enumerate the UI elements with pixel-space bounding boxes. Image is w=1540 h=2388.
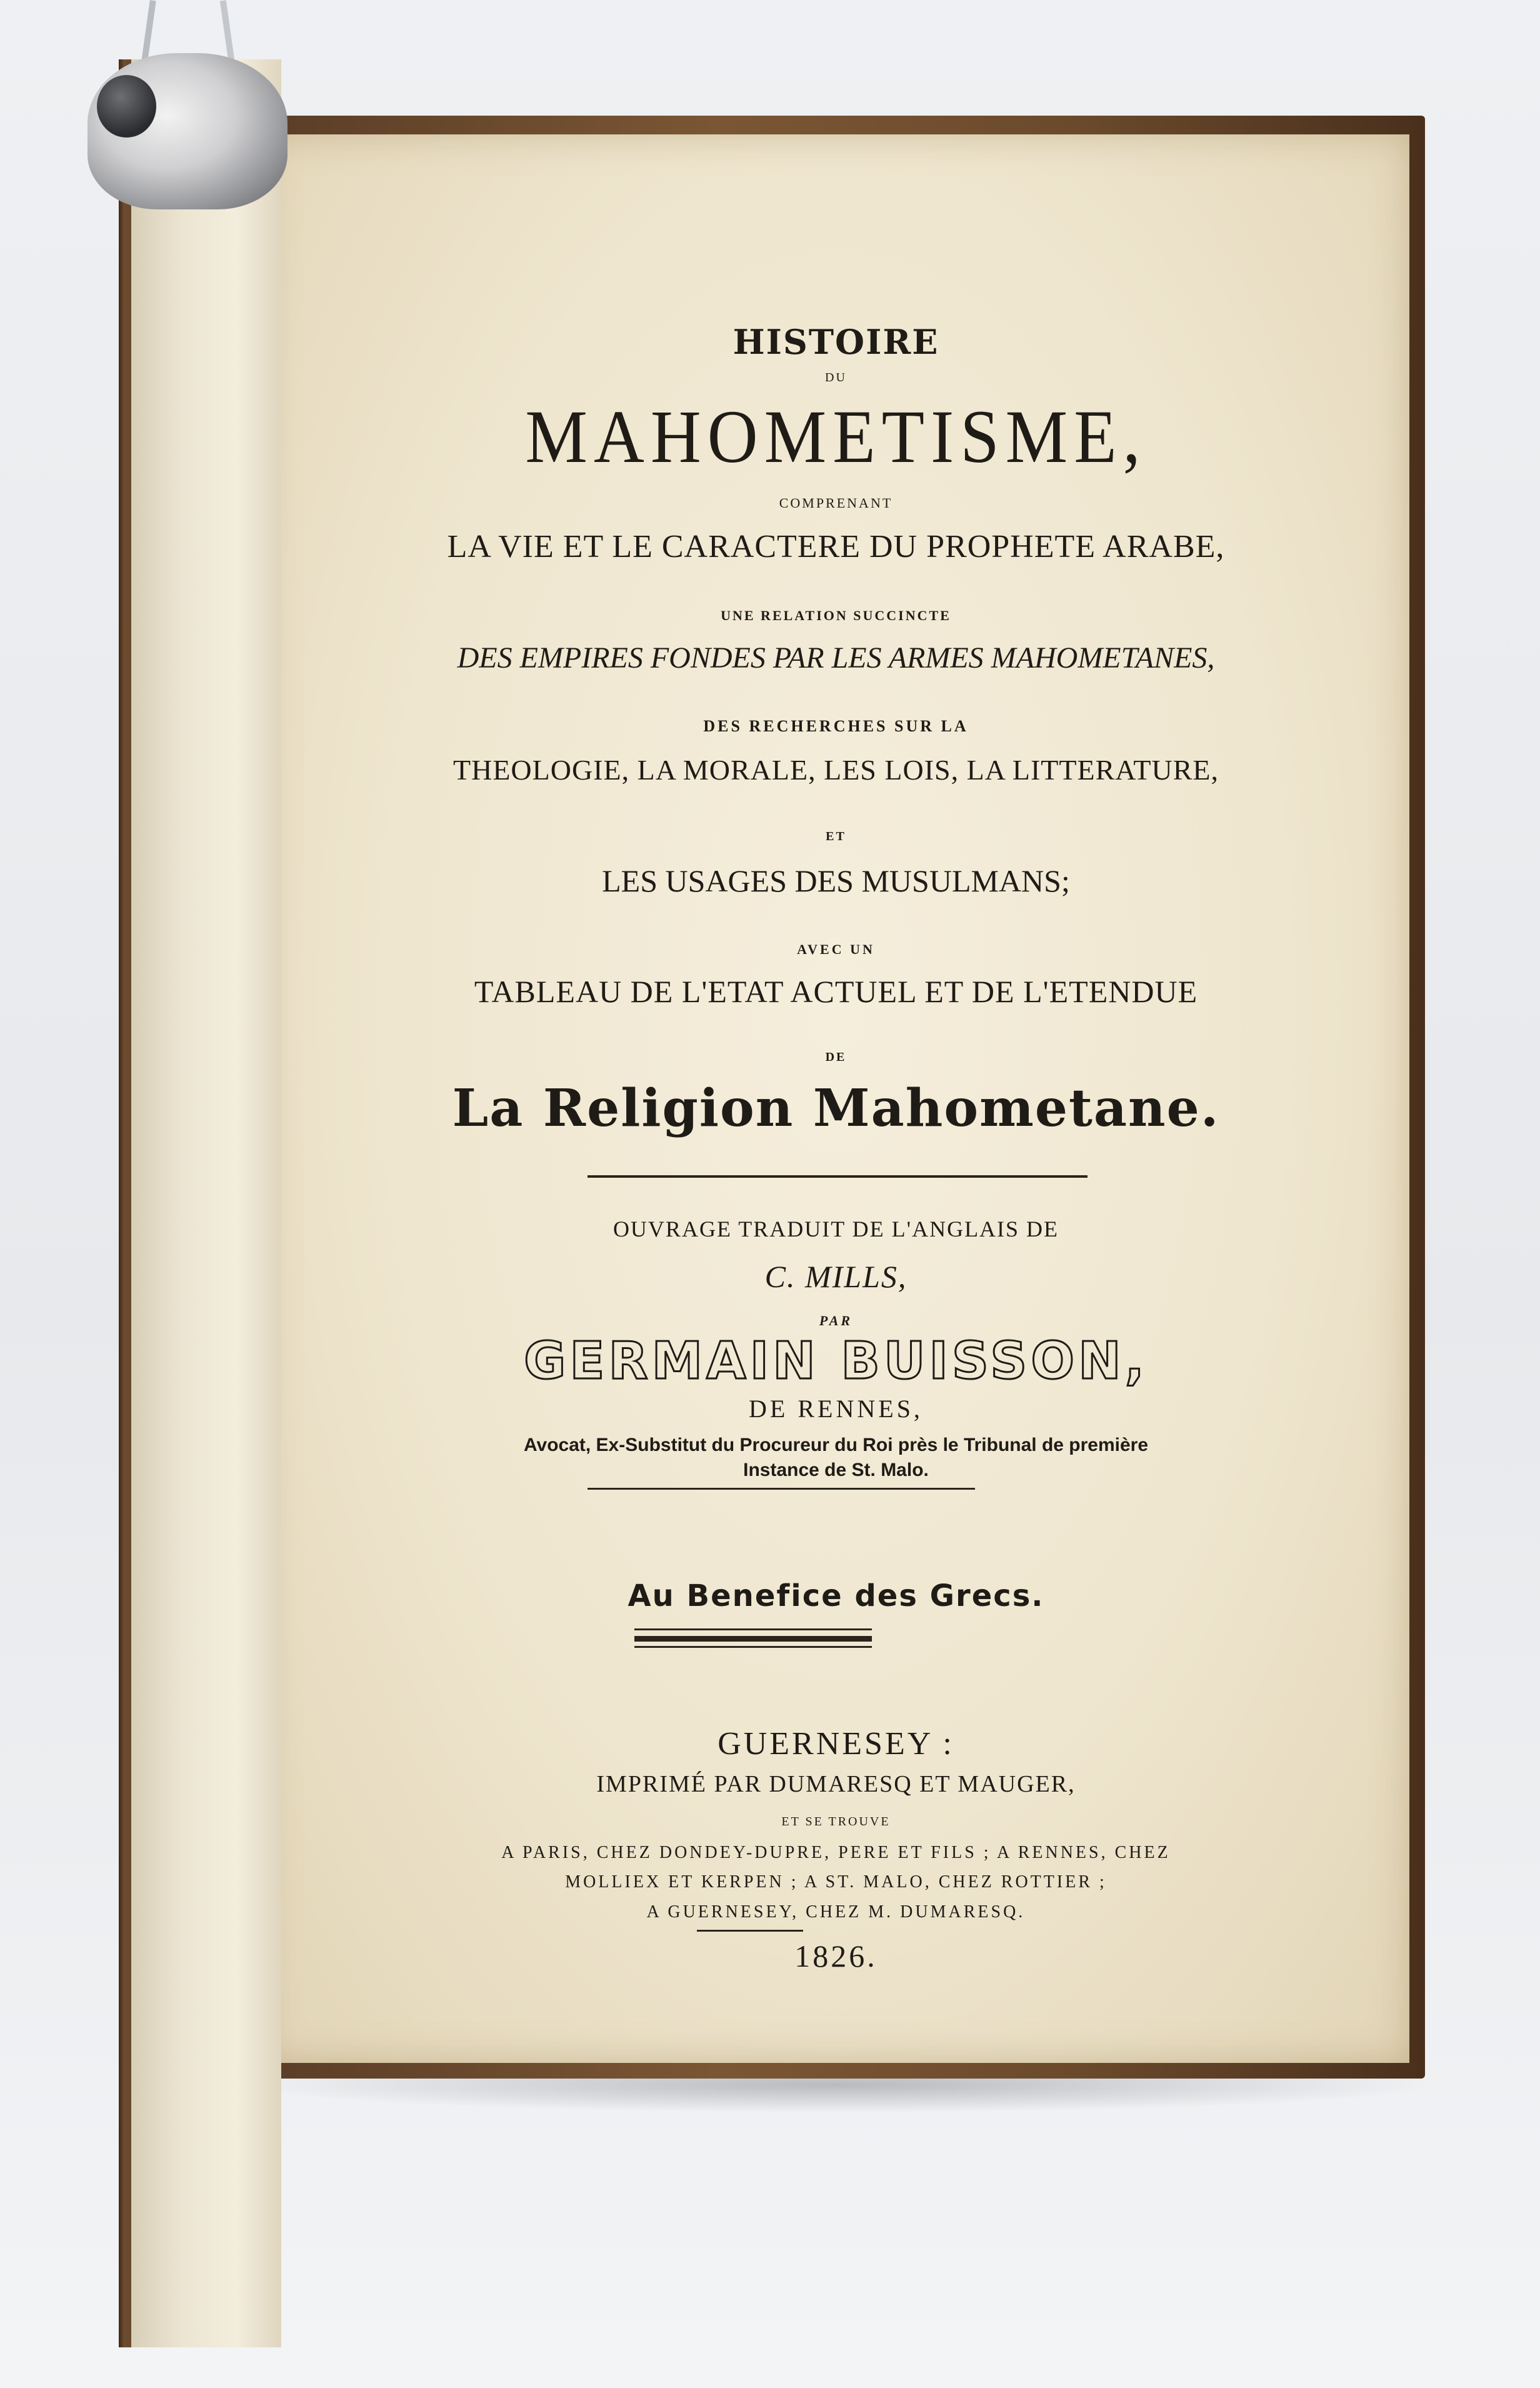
- year-rule: [697, 1930, 803, 1932]
- subtitle-tableau: TABLEAU DE L'ETAT ACTUEL ET DE L'ETENDUE: [474, 974, 1198, 1009]
- de-label: DE: [825, 1050, 847, 1064]
- author-name: C. MILLS,: [764, 1259, 908, 1294]
- histoire-heading: HISTOIRE: [732, 322, 939, 362]
- subtitle-theologie: THEOLOGIE, LA MORALE, LES LOIS, LA LITTERATURE,: [453, 754, 1219, 786]
- credentials-line-2: Instance de St. Malo.: [743, 1460, 929, 1480]
- publication-year: 1826.: [794, 1939, 878, 1974]
- ornamental-rule: [634, 1646, 872, 1648]
- credentials-line-1: Avocat, Ex-Substitut du Procureur du Roi près le Tribunal de première: [523, 1435, 1149, 1455]
- par-label: PAR: [819, 1313, 853, 1328]
- subtitle-usages: LES USAGES DES MUSULMANS;: [602, 863, 1070, 898]
- comprenant-label: COMPRENANT: [779, 495, 893, 511]
- translator-name: GERMAIN BUISSON,: [524, 1332, 1148, 1391]
- imprint-place: GUERNESEY :: [718, 1726, 954, 1762]
- main-title: MAHOMETISME,: [525, 395, 1147, 479]
- religion-blackletter: La Religion Mahometane.: [452, 1078, 1220, 1138]
- ouvrage-label: OUVRAGE TRADUIT DE L'ANGLAIS DE: [612, 1217, 1059, 1242]
- sellers-line-2: MOLLIEX ET KERPEN ; A ST. MALO, CHEZ ROTTIER ;: [565, 1872, 1107, 1892]
- de-rennes-label: DE RENNES,: [749, 1395, 923, 1423]
- sellers-line-1: A PARIS, CHEZ DONDEY-DUPRE, PERE ET FILS ; A RENNES, CHEZ: [501, 1843, 1171, 1862]
- et-label: ET: [826, 830, 846, 843]
- avec-un-label: AVEC UN: [797, 941, 875, 957]
- benefice-line: Au Benefice des Grecs.: [628, 1578, 1044, 1613]
- sellers-line-3: A GUERNESEY, CHEZ M. DUMARESQ.: [646, 1902, 1026, 1922]
- divider-rule: [588, 1488, 975, 1490]
- subtitle-la-vie: LA VIE ET LE CARACTERE DU PROPHETE ARABE,: [447, 529, 1225, 564]
- title-page-text: [262, 134, 1409, 2063]
- divider-rule: [588, 1175, 1088, 1178]
- ornamental-rule: [634, 1636, 872, 1642]
- recherches-label: DES RECHERCHES SUR LA: [703, 717, 969, 735]
- page-clip-knob: [97, 75, 156, 138]
- une-relation-label: UNE RELATION SUCCINCTE: [721, 608, 951, 623]
- subtitle-empires: DES EMPIRES FONDES PAR LES ARMES MAHOMETANES,: [457, 641, 1215, 675]
- du-label: DU: [825, 371, 847, 384]
- imprint-printer: IMPRIMÉ PAR DUMARESQ ET MAUGER,: [596, 1771, 1076, 1797]
- flyleaf: [125, 59, 281, 2347]
- ornamental-rule: [634, 1628, 872, 1630]
- et-se-trouve-label: ET SE TROUVE: [781, 1815, 891, 1829]
